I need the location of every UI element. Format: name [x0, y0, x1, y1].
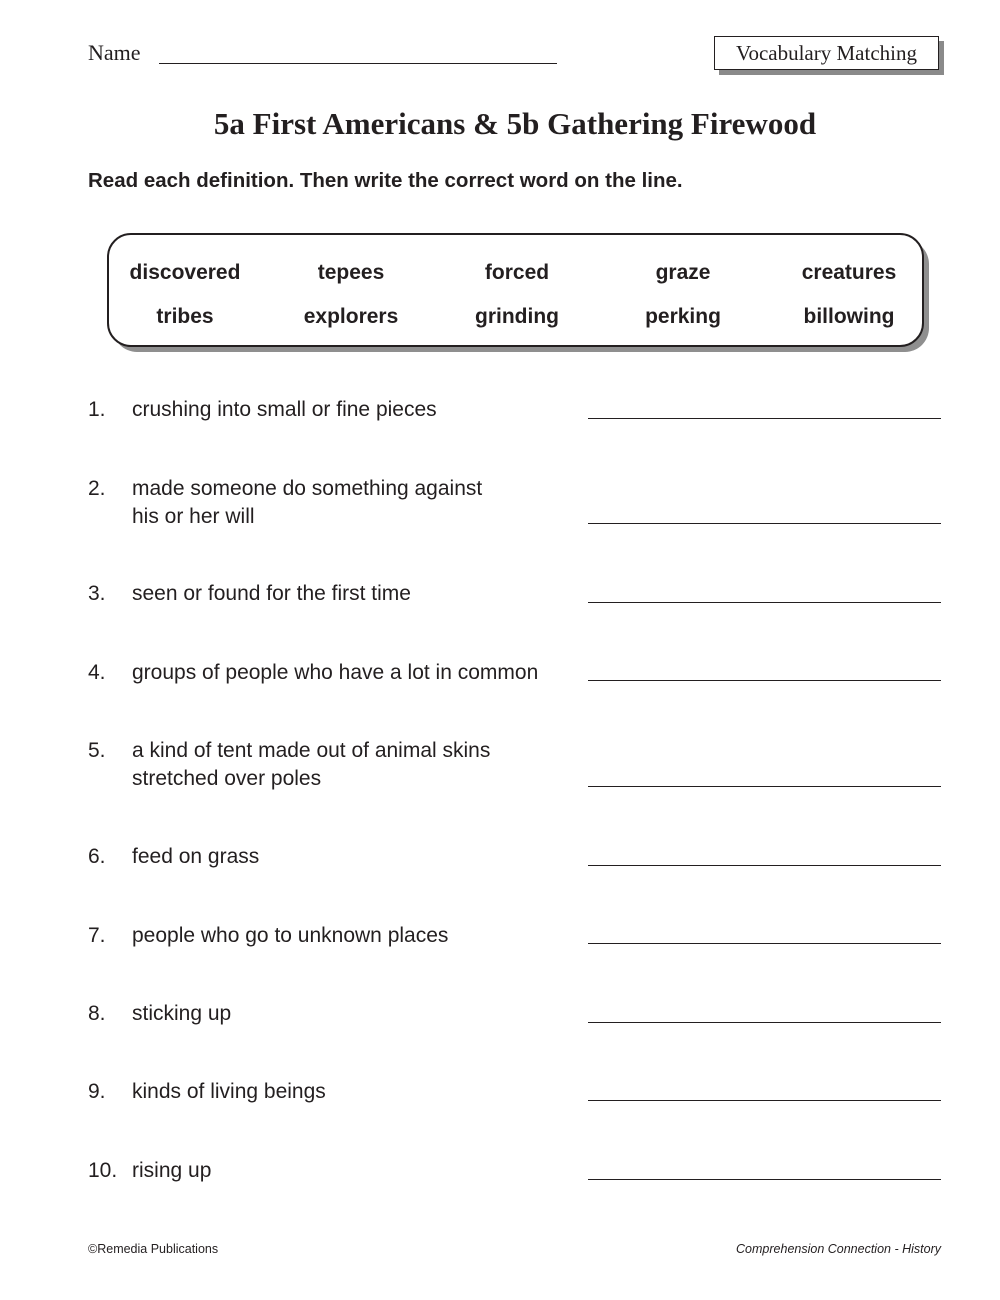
question-text: crushing into small or fine pieces	[132, 398, 437, 421]
answer-line[interactable]	[588, 1022, 941, 1023]
question-number: 7.	[88, 924, 106, 947]
answer-line[interactable]	[588, 1100, 941, 1101]
question-text-line2: his or her will	[132, 505, 255, 528]
question-text: made someone do something against	[132, 477, 483, 500]
question-text: seen or found for the first time	[132, 582, 411, 605]
word-bank-item: billowing	[803, 305, 895, 328]
answer-line[interactable]	[588, 865, 941, 866]
answer-line[interactable]	[588, 602, 941, 603]
question-number: 5.	[88, 739, 106, 762]
question-number: 1.	[88, 398, 106, 421]
question-number: 6.	[88, 845, 106, 868]
word-bank-item: tepees	[317, 261, 385, 284]
question-number: 10.	[88, 1159, 118, 1182]
word-bank-item: graze	[655, 261, 711, 284]
name-answer-line[interactable]	[159, 63, 557, 64]
question-text: groups of people who have a lot in common	[132, 661, 539, 684]
question-number: 3.	[88, 582, 106, 605]
question-text: sticking up	[132, 1002, 232, 1025]
page-title: 5a First Americans & 5b Gathering Firewood	[213, 106, 817, 141]
instructions: Read each definition. Then write the correct word on the line.	[88, 169, 683, 192]
word-bank-item: creatures	[801, 261, 897, 284]
question-text-line2: stretched over poles	[132, 767, 322, 790]
name-label: Name	[88, 40, 141, 65]
word-bank-item: grinding	[475, 305, 559, 328]
question-text: feed on grass	[132, 845, 260, 868]
word-bank-item: forced	[484, 261, 550, 284]
word-bank-item: explorers	[303, 305, 399, 328]
badge-label: Vocabulary Matching	[714, 36, 939, 70]
word-bank-item: discovered	[129, 261, 241, 284]
answer-line[interactable]	[588, 523, 941, 524]
word-bank-item: perking	[645, 305, 721, 328]
vocabulary-matching-badge	[714, 36, 939, 70]
answer-line[interactable]	[588, 418, 941, 419]
answer-line[interactable]	[588, 943, 941, 944]
question-number: 4.	[88, 661, 106, 684]
word-bank-item: tribes	[156, 305, 214, 328]
footer-series: Comprehension Connection - History	[736, 1242, 941, 1256]
answer-line[interactable]	[588, 1179, 941, 1180]
word-bank	[107, 233, 924, 347]
question-number: 9.	[88, 1080, 106, 1103]
question-number: 2.	[88, 477, 106, 500]
question-text: people who go to unknown places	[132, 924, 449, 947]
question-number: 8.	[88, 1002, 106, 1025]
question-text: rising up	[132, 1159, 212, 1182]
answer-line[interactable]	[588, 680, 941, 681]
question-text: kinds of living beings	[132, 1080, 326, 1103]
footer-copyright: ©Remedia Publications	[88, 1242, 219, 1256]
question-text: a kind of tent made out of animal skins	[132, 739, 491, 762]
answer-line[interactable]	[588, 786, 941, 787]
